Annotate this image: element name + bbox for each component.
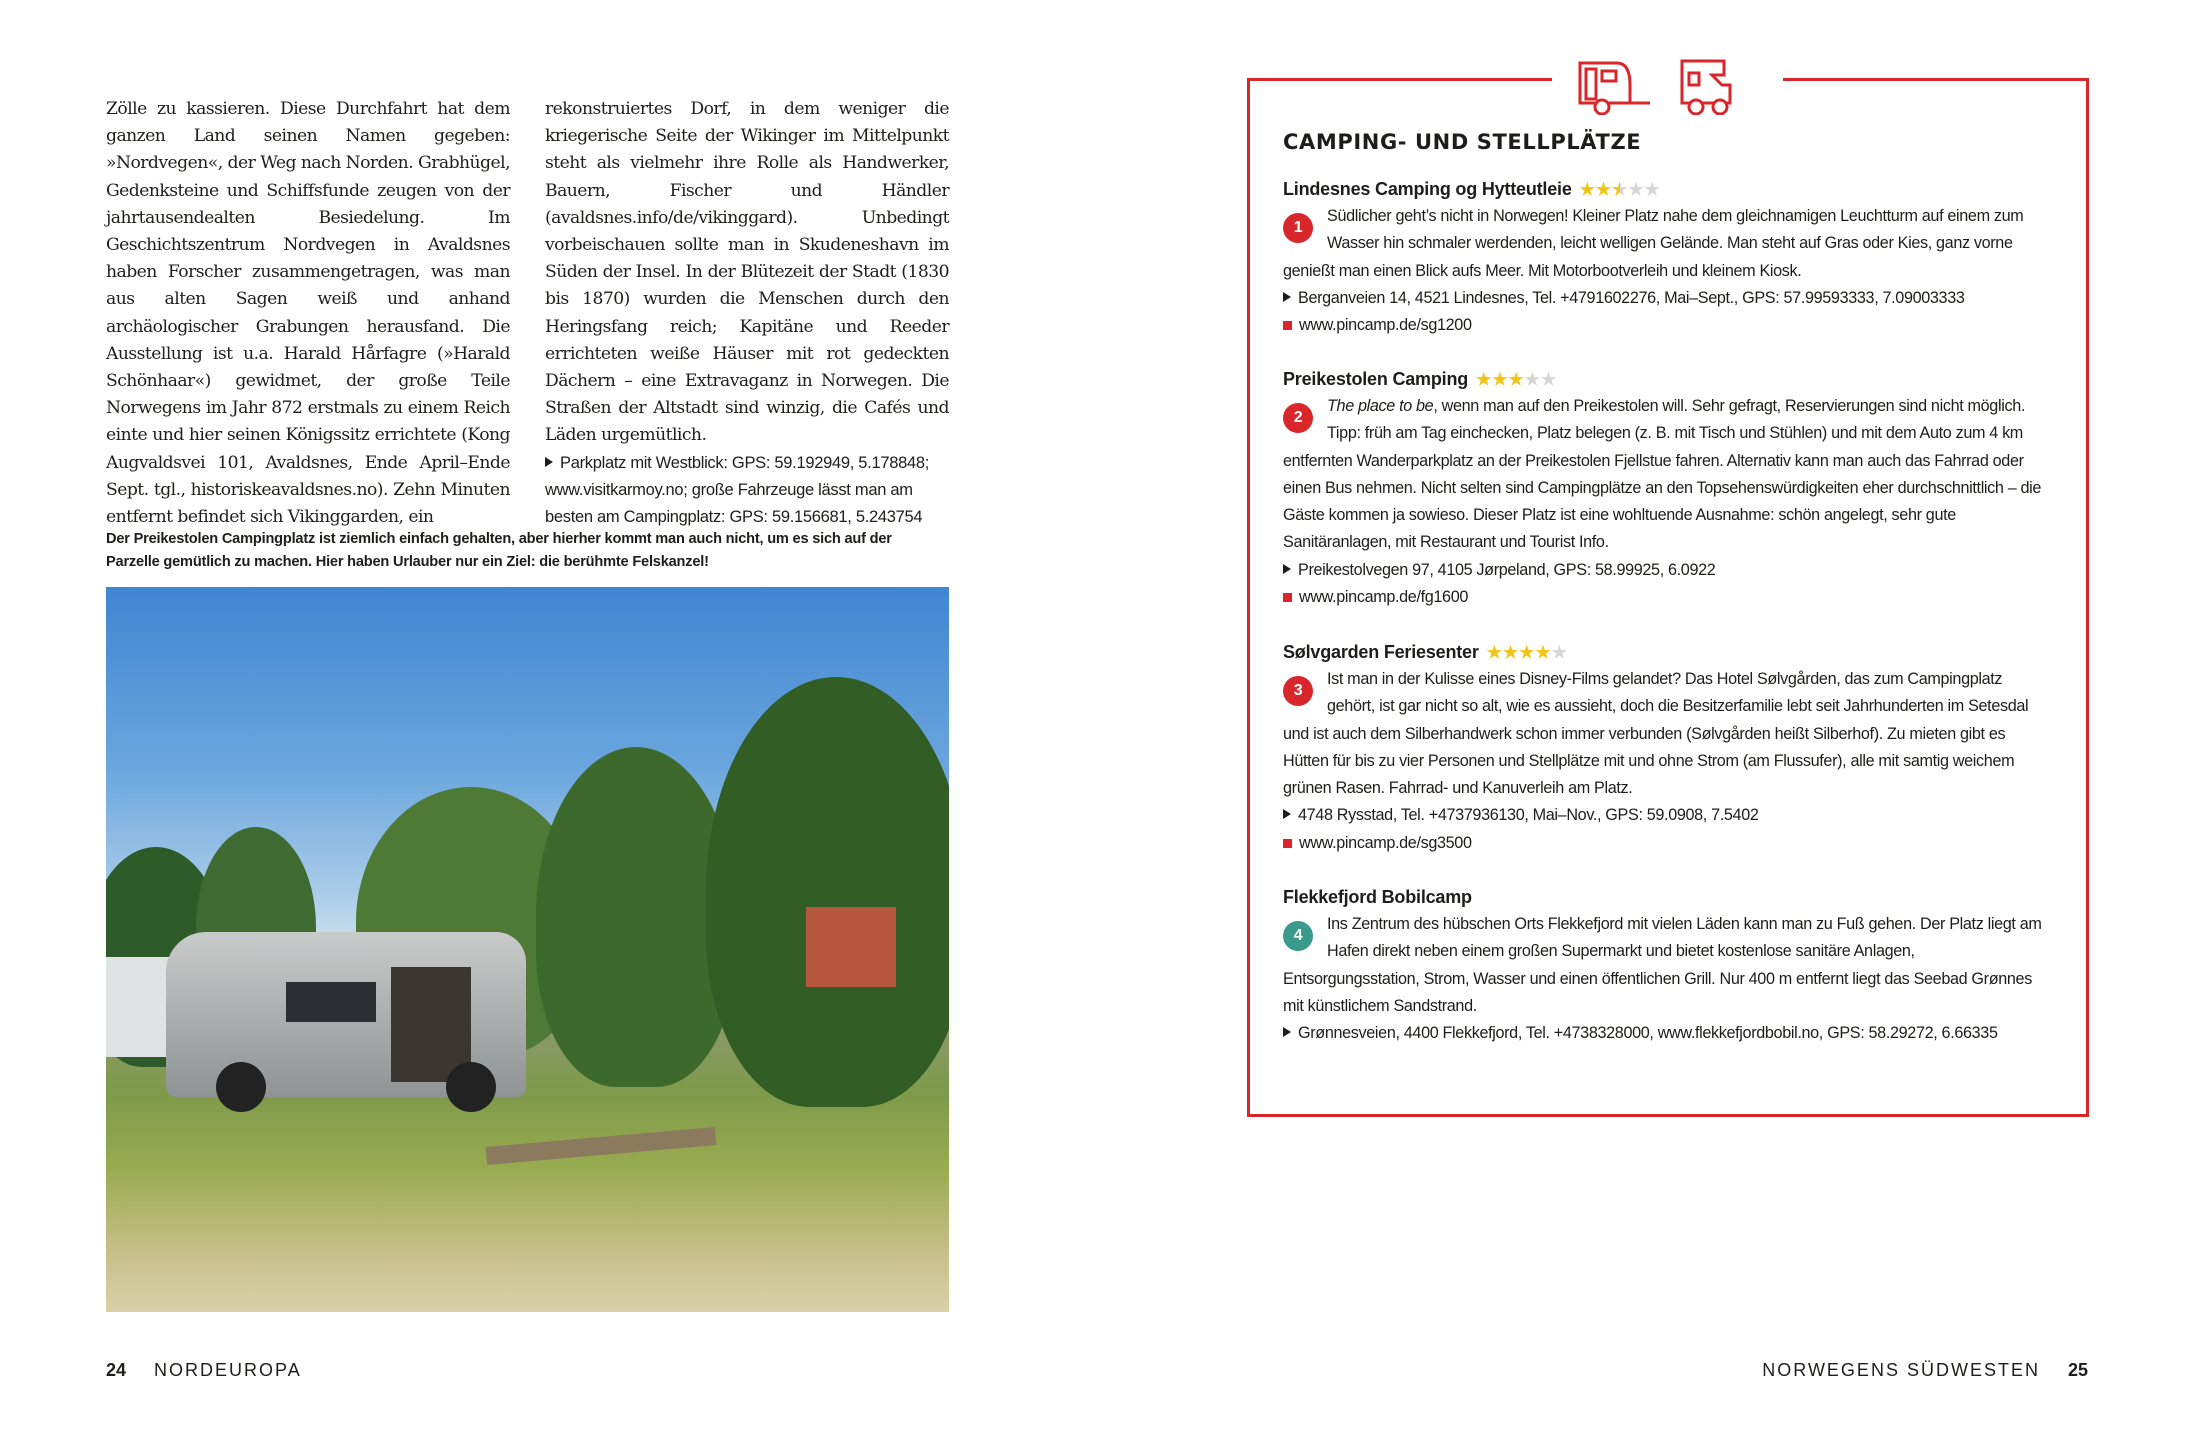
address-line xyxy=(1283,802,2053,829)
box-title: CAMPING- UND STELLPLÄTZE xyxy=(1283,130,1642,154)
arrow-bullet-icon xyxy=(1283,564,1291,574)
star-rating: ★★★★★ xyxy=(1579,180,1661,199)
arrow-bullet-icon xyxy=(1283,292,1291,302)
map-marker-badge: 4 xyxy=(1283,921,1313,951)
vehicle-icons xyxy=(1572,55,1762,115)
address-line xyxy=(1283,285,2053,312)
campsite-description: Ins Zentrum des hübschen Orts Flekkefjord mit vielen Läden kann man zu Fuß gehen. Der Platz liegt am Hafen direkt neben einem großen Supermarkt und bietet kostenlose sanitäre Anlagen, Entsorgungsstation, Strom, Wasser und einen öffentlichen Grill. Nur 400 m entfernt liegt das Seebad Grønnes mit künstlichem Sandstrand. xyxy=(1283,915,2042,1015)
arrow-bullet-icon xyxy=(545,457,553,467)
camper-van xyxy=(166,932,526,1097)
campsite-entry-3 xyxy=(1283,639,2053,857)
page-number: 25 xyxy=(2067,1360,2088,1380)
address-text: Grønnesveien, 4400 Flekkefjord, Tel. +4738328000, www.flekkefjordbobil.no, GPS: 58.29272, 6.66335 xyxy=(1298,1024,1998,1043)
photo-caption: Der Preikestolen Campingplatz ist ziemlich einfach gehalten, aber hierher kommt man auch nicht, um es sich auf der Parzelle gemütlich zu machen. Hier haben Urlauber nur ein Ziel: die berühmte Felskanzel! xyxy=(106,531,892,570)
campsite-description: Ist man in der Kulisse eines Disney-Films gelandet? Das Hotel Sølvgården, das zum Campingplatz gehört, ist gar nicht so alt, wie es aussieht, doch die Besitzerfamilie lebt seit Jahrhunderten im Setesdal und ist auch dem Silberhandwerk schon immer verbunden (Sølvgården heißt Silberhof). Zu mieten gibt es Hütten für bis zu vier Personen und Stellplätze mit und ohne Strom (am Flussufer), alle mit samtig weichem grünen Rasen. Fahrrad- und Kanuverleih am Platz. xyxy=(1283,670,2029,798)
body-text: rekonstruiertes Dorf, in dem weniger die kriegerische Seite der Wikinger im Mittelpunkt steht als vielmehr ihre Rolle als Handwerker, Bauern, Fischer und Händler (avaldsnes.info/de/vikinggard). Unbedingt vorbeischauen sollte man in Skudeneshavn im Süden der Insel. In der Blütezeit der Stadt (1830 bis 1870) wurden die Menschen durch den Heringsfang reich; Kapitäne und Reeder errichteten weiße Häuser mit rot gedeckten Dächern – eine Extravaganz in Norwegen. Die Straßen der Altstadt sind winzig, die Cafés und Läden urgemütlich. xyxy=(545,99,949,446)
campsite-name: Lindesnes Camping og Hytteutleie xyxy=(1283,179,1572,199)
motorhome-icon xyxy=(1682,61,1730,114)
page-number: 24 xyxy=(106,1360,127,1380)
campsite-name: Preikestolen Camping xyxy=(1283,369,1469,389)
star-rating: ★★★★★ xyxy=(1476,370,1558,389)
address-line xyxy=(1283,1020,2053,1047)
map-marker-badge: 1 xyxy=(1283,213,1313,243)
arrow-bullet-icon xyxy=(1283,1027,1291,1037)
page-footer-right xyxy=(1762,1360,2088,1381)
body-text-column-1: Zölle zu kassieren. Diese Durchfahrt hat dem ganzen Land seinen Namen gegeben: »Nordvegen«, der Weg nach Norden. Grabhügel, Gedenksteine und Schiffsfunde zeugen von der jahrtausendealten Besiedelung. Im Geschichtszentrum Nordvegen in Avaldsnes haben Forscher zusammengetragen, was man aus alten Sagen weiß und anhand archäologischer Grabungen herausfand. Die Ausstellung ist u.a. Harald Hårfagre (»Harald Schönhaar«) gewidmet, der große Teile Norwegens im Jahr 872 erstmals zu einem Reich einte und hier seinen Königssitz errichtete (Kong Augvaldsvei 101, Avaldsnes, Ende April–Ende Sept. tgl., historiskeavaldsnes.no). Zehn Minuten entfernt befindet sich Vikinggarden, ein xyxy=(106,99,510,528)
box-top-border xyxy=(1783,78,2089,81)
campsite-entry-2 xyxy=(1283,366,2053,611)
address-text: Berganveien 14, 4521 Lindesnes, Tel. +4791602276, Mai–Sept., GPS: 57.99593333, 7.09003333 xyxy=(1298,288,1965,307)
body-text-column-2 xyxy=(545,96,949,531)
square-bullet-icon xyxy=(1283,593,1292,602)
section-title: NORWEGENS SÜDWESTEN xyxy=(1762,1360,2040,1380)
map-marker-badge: 2 xyxy=(1283,403,1313,433)
campsite-name: Flekkefjord Bobilcamp xyxy=(1283,887,1472,907)
caravan-icon xyxy=(1580,63,1650,114)
link-line xyxy=(1283,830,2053,857)
tip-text: Parkplatz mit Westblick: GPS: 59.192949, 5.178848; www.visitkarmoy.no; große Fahrzeuge lässt man am besten am Campingplatz: GPS: 59.156681, 5.243754 xyxy=(545,453,929,527)
link-line xyxy=(1283,312,2053,339)
tip-paragraph xyxy=(545,450,949,532)
square-bullet-icon xyxy=(1283,321,1292,330)
page-footer-left xyxy=(106,1360,302,1381)
link-line xyxy=(1283,584,2053,611)
address-line xyxy=(1283,557,2053,584)
campsite-description xyxy=(1283,393,2053,557)
map-marker-badge: 3 xyxy=(1283,676,1313,706)
italic-phrase: The place to be xyxy=(1327,397,1434,415)
campsite-description: Südlicher geht’s nicht in Norwegen! Kleiner Platz nahe dem gleichnamigen Leuchtturm auf einem zum Wasser hin schmaler werdenden, leicht welligen Gelände. Man steht auf Gras oder Kies, ganz vorne genießt man einen Blick aufs Meer. Mit Motorbootverleih und kleinem Kiosk. xyxy=(1283,207,2024,280)
star-rating: ★★★★★ xyxy=(1486,643,1568,662)
campsite-name: Sølvgarden Feriesenter xyxy=(1283,642,1479,662)
address-text: 4748 Rysstad, Tel. +4737936130, Mai–Nov., GPS: 59.0908, 7.5402 xyxy=(1298,806,1759,825)
arrow-bullet-icon xyxy=(1283,809,1291,819)
address-text: Preikestolvegen 97, 4105 Jørpeland, GPS: 58.99925, 6.0922 xyxy=(1298,560,1716,579)
section-title: NORDEUROPA xyxy=(154,1360,302,1380)
campsite-photo xyxy=(106,587,949,1312)
campsite-entry-1 xyxy=(1283,176,2053,339)
campsite-entry-4 xyxy=(1283,884,2053,1047)
box-top-border xyxy=(1247,78,1552,81)
pincamp-link[interactable]: www.pincamp.de/fg1600 xyxy=(1299,588,1469,607)
square-bullet-icon xyxy=(1283,839,1292,848)
pincamp-link[interactable]: www.pincamp.de/sg1200 xyxy=(1299,316,1472,335)
pincamp-link[interactable]: www.pincamp.de/sg3500 xyxy=(1299,833,1472,852)
description-text: , wenn man auf den Preikestolen will. Sehr gefragt, Reservierungen sind nicht möglich. Tipp: früh am Tag einchecken, Platz belegen (z. B. mit Tisch und Stühlen) und mit dem Auto zum 4 km entfernten Wanderparkplatz an der Preikestolen Fjellstue fahren. Alternativ kann man auch das Fahrrad oder einen Bus nehmen. Nicht selten sind Campingplätze an den Topsehenswürdigkeiten eher durchschnittlich – die Gäste kommen ja sowieso. Dieser Platz ist eine wohltuende Ausnahme: schön angelegt, sehr gute Sanitäranlagen, mit Restaurant und Tourist Info. xyxy=(1283,397,2042,552)
